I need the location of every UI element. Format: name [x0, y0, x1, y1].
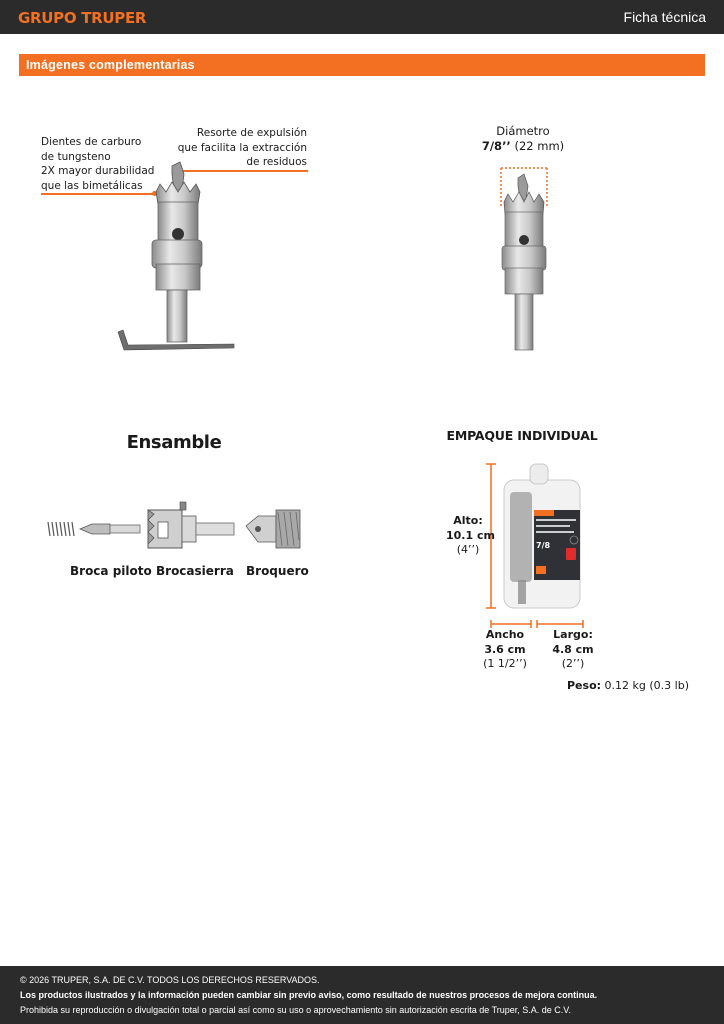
caption-pilot-bit: Broca piloto: [70, 564, 152, 578]
package-image: [500, 462, 584, 612]
hole-saw-diameter-image: [494, 158, 554, 358]
callout-ejection-spring: Resorte de expulsión que facilita la extracción de residuos: [177, 127, 307, 168]
footer-prohibition: Prohibida su reproducción o divulgación total o parcial así como su uso o aprovechamiento sin autorización escrita de Truper, S.A. de C.V.: [20, 1005, 571, 1015]
package-weight: Peso: 0.12 kg (0.3 lb): [567, 679, 689, 692]
section-bar: [19, 54, 705, 76]
top-bar: [0, 0, 724, 34]
svg-text:7/8: 7/8: [536, 541, 551, 550]
document-type: Ficha técnica: [623, 9, 706, 25]
caption-hole-saw: Brocasierra: [156, 564, 234, 578]
brand-logo: GRUPO TRUPER: [18, 9, 147, 27]
diameter-label: Diámetro 7/8’’ (22 mm): [481, 124, 565, 153]
section-title: Imágenes complementarias: [26, 58, 195, 72]
package-width: Ancho 3.6 cm (1 1/2’’): [483, 628, 527, 670]
chuck-icon: [246, 510, 300, 548]
spring-icon: [48, 522, 74, 536]
package-length: Largo: 4.8 cm (2’’): [552, 628, 594, 670]
package-height: Alto: 10.1 cm (4’’): [446, 514, 495, 556]
caption-chuck: Broquero: [246, 564, 309, 578]
hole-saw-icon: [148, 502, 234, 548]
hole-saw-with-key-image: [110, 160, 250, 360]
footer: [0, 966, 724, 1024]
callout-carbide-teeth: Dientes de carburo de tungsteno 2X mayor durabilidad que las bimetálicas: [41, 136, 155, 192]
footer-notice: Los productos ilustrados y la información pueden cambiar sin previo aviso, como resultado de nuestros procesos de mejora continua.: [20, 990, 598, 1000]
footer-copyright: © 2026 TRUPER, S.A. DE C.V. TODOS LOS DERECHOS RESERVADOS.: [20, 975, 320, 985]
assembly-title: Ensamble: [126, 432, 222, 453]
package-title: EMPAQUE INDIVIDUAL: [446, 428, 598, 443]
pilot-bit-icon: [80, 524, 140, 534]
assembly-parts-image: [46, 500, 302, 556]
